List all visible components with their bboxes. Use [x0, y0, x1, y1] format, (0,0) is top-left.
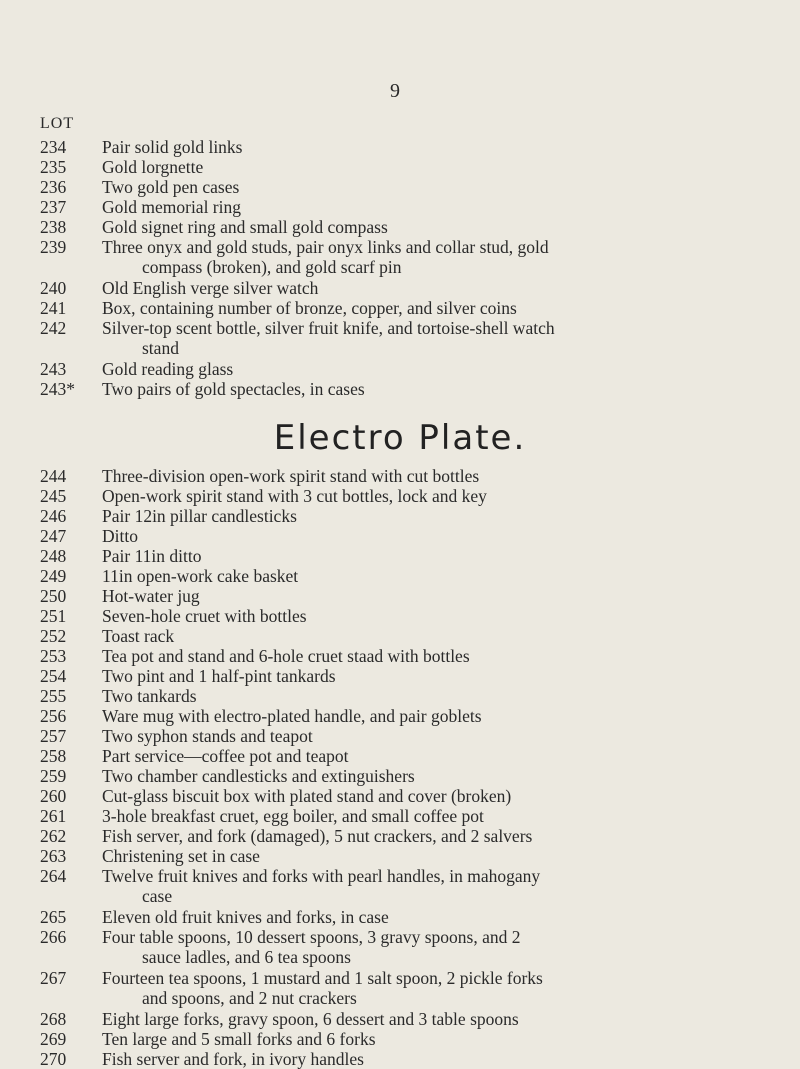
- lot-number: 266: [40, 927, 67, 947]
- lot-number: 258: [40, 746, 67, 766]
- lot-entry: [40, 177, 770, 197]
- lot-entry: [40, 506, 770, 526]
- lot-number: 252: [40, 626, 67, 646]
- lot-entry: [40, 137, 770, 157]
- lot-description-continuation: compass (broken), and gold scarf pin: [142, 257, 402, 277]
- lot-description: [102, 237, 770, 277]
- lot-description-line: Silver-top scent bottle, silver fruit knife, and tortoise-shell watch: [102, 318, 555, 338]
- lot-number: 245: [40, 486, 67, 506]
- lot-entry: [40, 927, 770, 967]
- lot-entry: [40, 566, 770, 586]
- lot-description: Gold signet ring and small gold compass: [102, 217, 388, 237]
- lot-number: 235: [40, 157, 67, 177]
- lot-entry: [40, 706, 770, 726]
- lot-entry: [40, 197, 770, 217]
- lot-number: 237: [40, 197, 67, 217]
- lot-number: 249: [40, 566, 67, 586]
- lot-entry: [40, 359, 770, 379]
- lot-entry: [40, 278, 770, 298]
- lot-number: 250: [40, 586, 67, 606]
- lot-number: 263: [40, 846, 67, 866]
- lot-description: Pair 11in ditto: [102, 546, 202, 566]
- lot-description: Pair solid gold links: [102, 137, 243, 157]
- lot-description: Gold memorial ring: [102, 197, 242, 217]
- lot-description: Pair 12in pillar candlesticks: [102, 506, 297, 526]
- lot-entry: [40, 217, 770, 237]
- lot-number: 248: [40, 546, 67, 566]
- lot-description: Eleven old fruit knives and forks, in case: [102, 907, 389, 927]
- section-heading-electro-plate: Electro Plate.: [273, 418, 527, 458]
- lot-description: 3-hole breakfast cruet, egg boiler, and small coffee pot: [102, 806, 484, 826]
- lot-number: 255: [40, 686, 67, 706]
- lot-description: Cut-glass biscuit box with plated stand and cover (broken): [102, 786, 512, 806]
- lot-number: 268: [40, 1009, 67, 1029]
- lot-entry: [40, 907, 770, 927]
- lot-description-line: Fourteen tea spoons, 1 mustard and 1 salt spoon, 2 pickle forks: [102, 968, 543, 988]
- lot-number: 234: [40, 137, 67, 157]
- lot-number: 259: [40, 766, 67, 786]
- lot-description-continuation: sauce ladles, and 6 tea spoons: [142, 947, 351, 967]
- lot-description: [102, 318, 770, 358]
- lot-description: Ware mug with electro-plated handle, and pair goblets: [102, 706, 482, 726]
- lot-entry: [40, 318, 770, 358]
- lot-entry: [40, 466, 770, 486]
- lot-description: [102, 927, 770, 967]
- lot-description: Open-work spirit stand with 3 cut bottles, lock and key: [102, 486, 487, 506]
- lot-entry: [40, 968, 770, 1008]
- lot-entry: [40, 686, 770, 706]
- lot-description: Two gold pen cases: [102, 177, 240, 197]
- lot-description: Part service—coffee pot and teapot: [102, 746, 349, 766]
- lot-number: 269: [40, 1029, 67, 1049]
- lot-number: 260: [40, 786, 67, 806]
- lot-number: 257: [40, 726, 67, 746]
- lot-description: [102, 866, 770, 906]
- lot-description: Two chamber candlesticks and extinguishers: [102, 766, 415, 786]
- lot-description: Ten large and 5 small forks and 6 forks: [102, 1029, 376, 1049]
- lot-entry: [40, 586, 770, 606]
- lot-column-header: LOT: [40, 115, 75, 132]
- lot-number: 265: [40, 907, 67, 927]
- lot-entry: [40, 826, 770, 846]
- lot-number: 256: [40, 706, 67, 726]
- lot-description: Two tankards: [102, 686, 197, 706]
- lot-number: 236: [40, 177, 67, 197]
- lot-description-line: Three onyx and gold studs, pair onyx links and collar stud, gold: [102, 237, 549, 257]
- lot-description: Ditto: [102, 526, 138, 546]
- lot-entry: [40, 726, 770, 746]
- lot-description: Christening set in case: [102, 846, 260, 866]
- lot-number: 244: [40, 466, 67, 486]
- lot-description: Seven-hole cruet with bottles: [102, 606, 307, 626]
- lot-number: 253: [40, 646, 67, 666]
- lot-number: 251: [40, 606, 67, 626]
- lot-description: Three-division open-work spirit stand with cut bottles: [102, 466, 480, 486]
- lot-number: 240: [40, 278, 67, 298]
- lot-entry: [40, 746, 770, 766]
- lot-entry: [40, 786, 770, 806]
- lot-entry: [40, 806, 770, 826]
- lot-description: Eight large forks, gravy spoon, 6 dessert and 3 table spoons: [102, 1009, 519, 1029]
- lot-description: Tea pot and stand and 6-hole cruet staad with bottles: [102, 646, 470, 666]
- lot-entry: [40, 666, 770, 686]
- lot-number: 247: [40, 526, 67, 546]
- lot-entry: [40, 766, 770, 786]
- lot-description: Gold lorgnette: [102, 157, 204, 177]
- lot-entry: [40, 626, 770, 646]
- lot-description: Two syphon stands and teapot: [102, 726, 313, 746]
- lot-entry: [40, 157, 770, 177]
- lot-number: 267: [40, 968, 67, 988]
- lot-description: Toast rack: [102, 626, 175, 646]
- lot-description: Two pint and 1 half-pint tankards: [102, 666, 336, 686]
- lot-number: 238: [40, 217, 67, 237]
- lot-number: 241: [40, 298, 67, 318]
- lot-entry: [40, 546, 770, 566]
- lot-entry: [40, 1029, 770, 1049]
- lot-description: [102, 968, 770, 1008]
- lot-number: 243*: [40, 379, 75, 399]
- lot-entry: [40, 486, 770, 506]
- lot-number: 246: [40, 506, 67, 526]
- lot-description-continuation: stand: [142, 338, 179, 358]
- lot-number: 243: [40, 359, 67, 379]
- lot-entry: [40, 237, 770, 277]
- lot-entry: [40, 846, 770, 866]
- lot-entry: [40, 379, 770, 399]
- lot-entry: [40, 646, 770, 666]
- lot-number: 239: [40, 237, 67, 257]
- lot-description: Hot-water jug: [102, 586, 200, 606]
- lot-entry: [40, 1009, 770, 1029]
- lot-number: 254: [40, 666, 67, 686]
- lot-description-continuation: and spoons, and 2 nut crackers: [142, 988, 357, 1008]
- lot-description: Old English verge silver watch: [102, 278, 319, 298]
- lot-entry: [40, 526, 770, 546]
- lot-number: 261: [40, 806, 67, 826]
- lot-description: Fish server, and fork (damaged), 5 nut crackers, and 2 salvers: [102, 826, 533, 846]
- lot-description: Fish server and fork, in ivory handles: [102, 1049, 364, 1069]
- lot-description: Box, containing number of bronze, copper, and silver coins: [102, 298, 517, 318]
- lot-number: 262: [40, 826, 67, 846]
- lot-entry: [40, 1049, 770, 1069]
- lot-entry: [40, 298, 770, 318]
- lot-description: Two pairs of gold spectacles, in cases: [102, 379, 365, 399]
- lot-description-line: Four table spoons, 10 dessert spoons, 3 gravy spoons, and 2: [102, 927, 521, 947]
- lot-entry: [40, 606, 770, 626]
- lot-description-line: Twelve fruit knives and forks with pearl handles, in mahogany: [102, 866, 541, 886]
- lot-number: 270: [40, 1049, 67, 1069]
- page-number: 9: [390, 80, 400, 102]
- lot-number: 264: [40, 866, 67, 886]
- lot-description: Gold reading glass: [102, 359, 234, 379]
- lot-number: 242: [40, 318, 67, 338]
- lot-entry: [40, 866, 770, 906]
- lot-description-continuation: case: [142, 886, 173, 906]
- lot-description: 11in open-work cake basket: [102, 566, 299, 586]
